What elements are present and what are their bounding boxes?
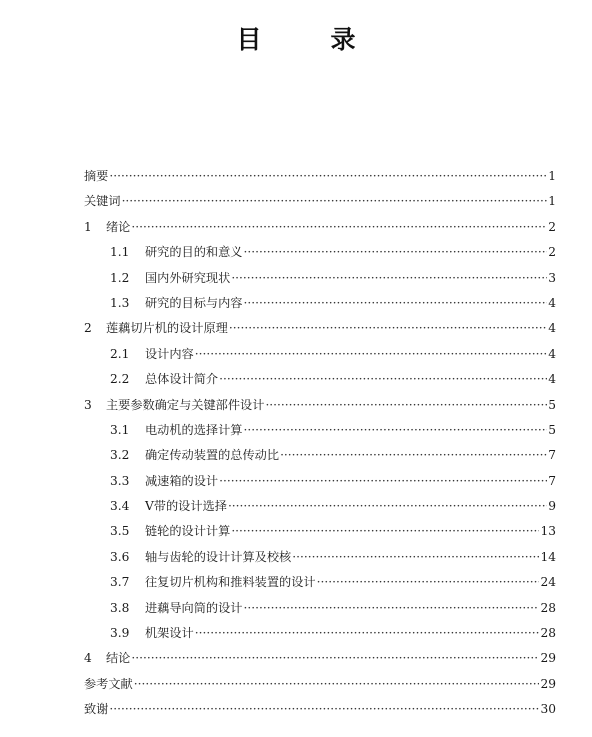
- toc-entry-page: 13: [540, 524, 556, 539]
- toc-entry-title: 绪论: [106, 219, 131, 234]
- dot-leader: [231, 266, 547, 291]
- dot-leader: [231, 519, 539, 544]
- toc-entry-title: 研究的目的和意义: [145, 245, 243, 260]
- toc-entry-title: 减速箱的设计: [145, 473, 219, 488]
- toc-entry-number: 3.9: [110, 626, 130, 641]
- toc-entry-title: 确定传动装置的总传动比: [145, 448, 280, 463]
- dot-leader: [317, 570, 540, 595]
- toc-entry[interactable]: [84, 646, 556, 671]
- toc-entry[interactable]: [84, 291, 556, 316]
- toc-entry[interactable]: [84, 570, 556, 595]
- dot-leader: [122, 189, 548, 214]
- toc-entry-number: 1: [84, 219, 92, 234]
- toc-entry-title: 机架设计: [145, 626, 194, 641]
- toc-entry[interactable]: [84, 189, 556, 214]
- toc-entry-number: 1.3: [110, 295, 130, 310]
- dot-leader: [219, 469, 547, 494]
- dot-leader: [280, 443, 547, 468]
- dot-leader: [228, 494, 547, 519]
- toc-entry[interactable]: [84, 697, 556, 722]
- toc-entry[interactable]: [84, 367, 556, 392]
- toc-entry-title: 国内外研究现状: [145, 270, 231, 285]
- toc-entry-number: 3.7: [110, 575, 130, 590]
- toc-entry[interactable]: [84, 519, 556, 544]
- toc-entry-title: 轴与齿轮的设计计算及校核: [145, 549, 292, 564]
- toc-entry[interactable]: [84, 266, 556, 291]
- toc-entry-page: 1: [548, 169, 556, 183]
- toc-entry[interactable]: [84, 418, 556, 443]
- toc-entry-number: 3.8: [110, 600, 130, 615]
- toc-entry[interactable]: [84, 672, 556, 697]
- dot-leader: [292, 545, 539, 570]
- dot-leader: [195, 342, 547, 367]
- toc-entry[interactable]: [84, 494, 556, 519]
- toc-entry-number: 3.4: [110, 499, 130, 514]
- toc-entry-number: 2.1: [110, 346, 130, 361]
- toc-entry-title: 往复切片机构和推料装置的设计: [145, 575, 316, 590]
- toc-entry[interactable]: [84, 545, 556, 570]
- toc-entry-number: 3.2: [110, 448, 130, 463]
- table-of-contents: [84, 164, 556, 723]
- toc-entry-page: 5: [548, 397, 556, 412]
- dot-leader: [131, 646, 539, 671]
- toc-entry-title: 关键词: [84, 194, 121, 209]
- dot-leader: [131, 215, 547, 240]
- toc-entry-number: 2.2: [110, 372, 130, 387]
- toc-entry-number: 3: [84, 397, 92, 412]
- toc-entry-title: 莲藕切片机的设计原理: [106, 321, 228, 336]
- toc-entry-page: 4: [548, 372, 556, 387]
- toc-entry-title: 进藕导向筒的设计: [145, 600, 243, 615]
- toc-entry[interactable]: [84, 342, 556, 367]
- toc-entry-page: 7: [548, 473, 556, 488]
- dot-leader: [265, 393, 547, 418]
- toc-entry-page: 5: [548, 422, 556, 437]
- toc-entry[interactable]: [84, 596, 556, 621]
- page-title: 目 录: [236, 25, 378, 54]
- toc-entry-page: 29: [540, 651, 556, 666]
- toc-entry-page: 3: [548, 270, 556, 285]
- toc-entry-number: 4: [84, 651, 92, 666]
- toc-entry-page: 28: [540, 600, 556, 615]
- toc-entry-number: 1.2: [110, 270, 130, 285]
- toc-entry-number: 3.6: [110, 549, 130, 564]
- dot-leader: [229, 316, 547, 341]
- toc-entry-page: 4: [548, 321, 556, 336]
- toc-entry[interactable]: [84, 469, 556, 494]
- toc-entry-title: 链轮的设计计算: [145, 524, 231, 539]
- toc-entry-title: V带的设计选择: [145, 499, 227, 514]
- toc-entry[interactable]: [84, 443, 556, 468]
- dot-leader: [244, 240, 548, 265]
- dot-leader: [134, 672, 540, 697]
- toc-entry-page: 29: [540, 676, 556, 691]
- toc-entry-page: 7: [548, 448, 556, 463]
- toc-entry[interactable]: [84, 621, 556, 646]
- toc-entry-title: 研究的目标与内容: [145, 295, 243, 310]
- toc-entry[interactable]: [84, 240, 556, 265]
- toc-entry-page: 24: [540, 575, 556, 590]
- toc-entry-title: 参考文献: [84, 676, 133, 691]
- toc-entry-page: 2: [548, 245, 556, 260]
- toc-entry-page: 2: [548, 219, 556, 234]
- toc-entry-title: 结论: [106, 651, 131, 666]
- toc-entry[interactable]: [84, 215, 556, 240]
- toc-entry-title: 摘要: [84, 169, 109, 183]
- dot-leader: [195, 621, 540, 646]
- toc-entry-page: 1: [548, 194, 556, 209]
- toc-entry[interactable]: [84, 164, 556, 189]
- dot-leader: [244, 291, 548, 316]
- toc-entry-page: 4: [548, 295, 556, 310]
- toc-entry-number: 3.1: [110, 422, 130, 437]
- toc-entry-number: 1.1: [110, 245, 130, 260]
- toc-entry-page: 28: [540, 626, 556, 641]
- toc-entry-page: 14: [540, 549, 556, 564]
- toc-entry-page: 9: [548, 499, 556, 514]
- toc-entry-title: 电动机的选择计算: [145, 422, 243, 437]
- dot-leader: [109, 164, 547, 189]
- toc-entry-number: 3.3: [110, 473, 130, 488]
- toc-entry[interactable]: [84, 316, 556, 341]
- toc-entry-title: 致谢: [84, 702, 109, 717]
- dot-leader: [109, 697, 539, 722]
- toc-entry-page: 30: [540, 702, 556, 717]
- toc-entry-title: 总体设计简介: [145, 372, 219, 387]
- dot-leader: [219, 367, 547, 392]
- toc-entry[interactable]: [84, 393, 556, 418]
- toc-entry-title: 主要参数确定与关键部件设计: [106, 397, 265, 412]
- toc-entry-number: 2: [84, 321, 92, 336]
- dot-leader: [244, 418, 548, 443]
- toc-entry-page: 4: [548, 346, 556, 361]
- toc-entry-number: 3.5: [110, 524, 130, 539]
- dot-leader: [244, 596, 540, 621]
- toc-entry-title: 设计内容: [145, 346, 194, 361]
